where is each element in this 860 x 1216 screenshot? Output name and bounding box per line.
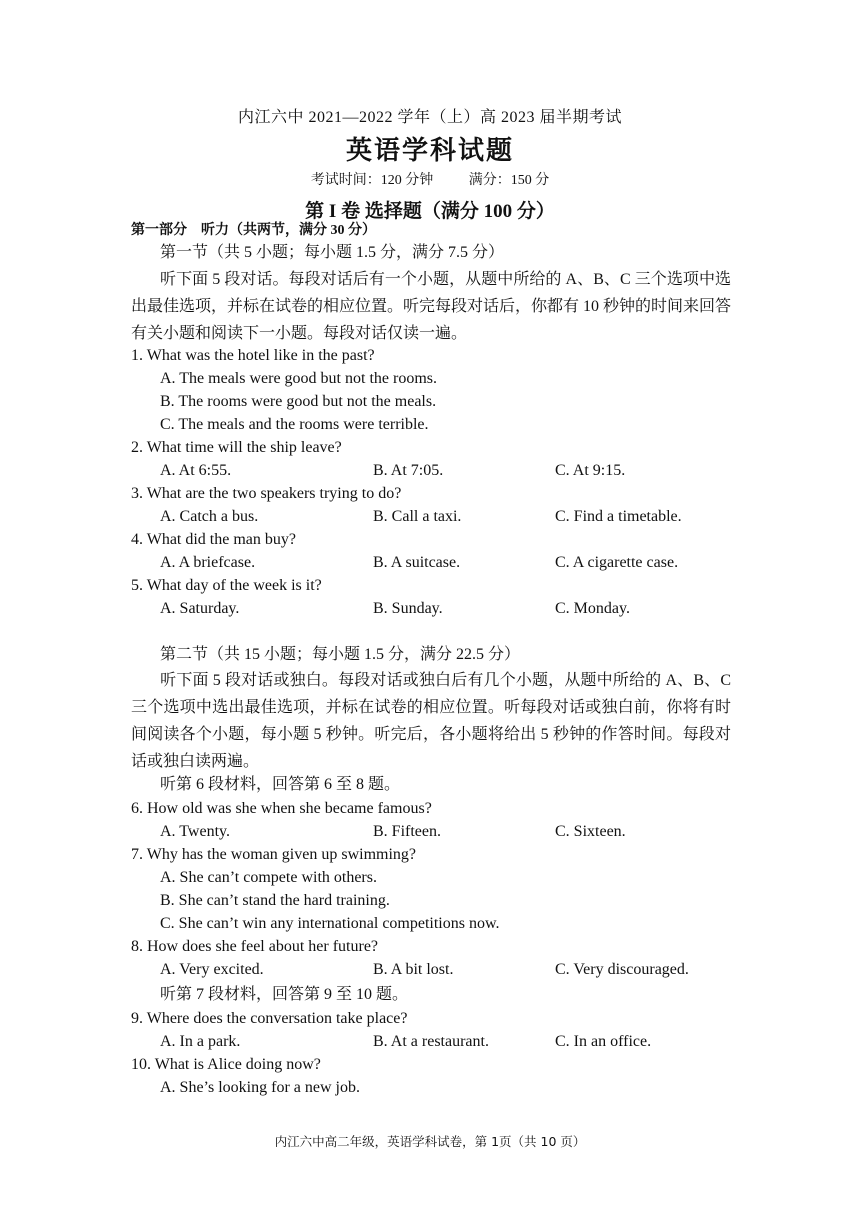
section1-instructions <box>131 266 731 347</box>
question-2-option-a: A. At 6:55. <box>160 462 232 479</box>
section2-instructions-text: 听下面 5 段对话或独白。每段对话或独白后有几个小题，从题中所给的 A、B、C 三个选项中选出最佳选项，并标在试卷的相应位置。听每段对话或独白前，你将有时间阅读各个小题，每小题 5 秒钟。听完后，各小题将给出 5 秒钟的作答时间。每段对话或独白读两遍。 <box>131 672 731 770</box>
question-9-option-a: A. In a park. <box>160 1033 241 1050</box>
volume-title: 第 I 卷 选择题（满分 100 分） <box>305 201 555 222</box>
question-4-option-b: B. A suitcase. <box>373 554 461 571</box>
exam-info <box>0 169 860 189</box>
material-6-note: 听第 6 段材料，回答第 6 至 8 题。 <box>160 776 401 793</box>
question-9-option-c: C. In an office. <box>555 1033 652 1050</box>
question-9-option-b: B. At a restaurant. <box>373 1033 489 1050</box>
section1-heading: 第一节（共 5 小题；每小题 1.5 分，满分 7.5 分） <box>160 244 505 261</box>
question-1-option-c: C. The meals and the rooms were terrible. <box>160 416 429 433</box>
subject-title: 英语学科试题 <box>345 136 514 165</box>
question-3-stem: 3. What are the two speakers trying to do? <box>131 485 402 502</box>
question-8-option-c: C. Very discouraged. <box>555 961 689 978</box>
question-2-stem: 2. What time will the ship leave? <box>131 439 342 456</box>
part1-heading <box>131 221 376 241</box>
question-7-option-a: A. She can’t compete with others. <box>160 869 377 886</box>
question-5-stem: 5. What day of the week is it? <box>131 577 322 594</box>
section1-instructions-text: 听下面 5 段对话。每段对话后有一个小题，从题中所给的 A、B、C 三个选项中选出最佳选项，并标在试卷的相应位置。听完每段对话后，你都有 10 秒钟的时间来回答有关小题和阅读下一小题。每段对话仅读一遍。 <box>131 271 732 342</box>
full-score: 满分：150 分 <box>468 173 550 188</box>
question-2-option-b: B. At 7:05. <box>373 462 444 479</box>
question-7-stem: 7. Why has the woman given up swimming? <box>131 846 416 863</box>
question-3-option-c: C. Find a timetable. <box>555 508 682 525</box>
question-6-option-a: A. Twenty. <box>160 823 230 840</box>
section2-instructions <box>131 667 731 775</box>
question-8-stem: 8. How does she feel about her future? <box>131 938 379 955</box>
question-6-stem: 6. How old was she when she became famous? <box>131 800 432 817</box>
question-7-option-b: B. She can’t stand the hard training. <box>160 892 390 909</box>
question-4-option-a: A. A briefcase. <box>160 554 256 571</box>
question-4-stem: 4. What did the man buy? <box>131 531 296 548</box>
question-7-option-c: C. She can’t win any international competitions now. <box>160 915 500 932</box>
question-5-option-a: A. Saturday. <box>160 600 240 617</box>
question-5-option-c: C. Monday. <box>555 600 630 617</box>
question-8-option-b: B. A bit lost. <box>373 961 454 978</box>
question-10-option-a: A. She’s looking for a new job. <box>160 1079 360 1096</box>
question-10-stem: 10. What is Alice doing now? <box>131 1056 321 1073</box>
exam-time: 考试时间：120 分钟 <box>310 173 434 188</box>
question-8-option-a: A. Very excited. <box>160 961 264 978</box>
question-1-option-b: B. The rooms were good but not the meals. <box>160 393 437 410</box>
school-title: 内江六中 2021—2022 学年（上）高 2023 届半期考试 <box>237 109 622 126</box>
question-3-option-b: B. Call a taxi. <box>373 508 462 525</box>
part1-label: 第一部分 <box>131 223 187 238</box>
question-9-stem: 9. Where does the conversation take place? <box>131 1010 408 1027</box>
question-1-option-a: A. The meals were good but not the rooms. <box>160 370 437 387</box>
section2-heading: 第二节（共 15 小题；每小题 1.5 分，满分 22.5 分） <box>160 646 521 663</box>
question-6-option-c: C. Sixteen. <box>555 823 626 840</box>
question-3-option-a: A. Catch a bus. <box>160 508 259 525</box>
question-2-option-c: C. At 9:15. <box>555 462 626 479</box>
question-5-option-b: B. Sunday. <box>373 600 443 617</box>
part1-title: 听力（共两节，满分 30 分） <box>201 223 376 238</box>
question-1-stem: 1. What was the hotel like in the past? <box>131 347 375 364</box>
page-footer: 内江六中高二年级，英语学科试卷，第 1页（共 10 页） <box>274 1134 586 1149</box>
question-6-option-b: B. Fifteen. <box>373 823 441 840</box>
question-4-option-c: C. A cigarette case. <box>555 554 679 571</box>
material-7-note: 听第 7 段材料，回答第 9 至 10 题。 <box>160 986 409 1003</box>
